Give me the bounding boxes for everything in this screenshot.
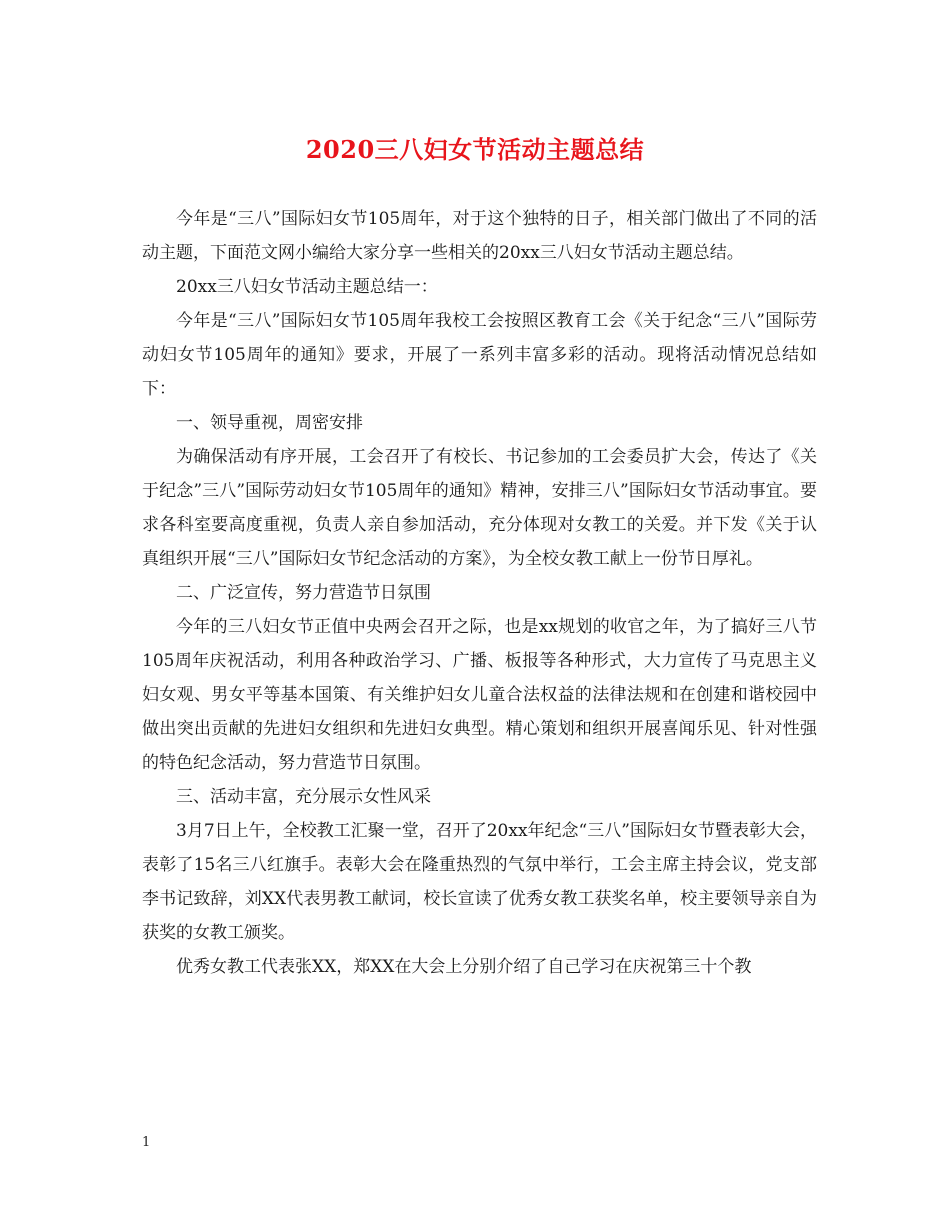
body-paragraph: 3月7日上午，全校教工汇聚一堂，召开了20xx年纪念“三八”国际妇女节暨表彰大会，表彰了15名三八红旗手。表彰大会在隆重热烈的气氛中举行，工会主席主持会议，党支部李书记致辞，刘XX代表男教工献词，校长宣读了优秀女教工获奖名单，校主要领导亲自为获奖的女教工颁奖。	[142, 821, 817, 943]
page-number: 1	[142, 1135, 151, 1150]
document-title: 2020三八妇女节活动主题总结	[305, 135, 645, 164]
section-heading: 三、活动丰富，充分展示女性风采	[176, 787, 431, 807]
body-paragraph: 优秀女教工代表张XX，郑XX在大会上分别介绍了自己学习在庆祝第三十个教	[176, 957, 752, 977]
body-paragraph: 为确保活动有序开展，工会召开了有校长、书记参加的工会委员扩大会，传达了《关于纪念”三八”国际劳动妇女节105周年的通知》精神，安排三八”国际妇女节活动事宜。要求各科室要高度重视，负责人亲自参加活动，充分体现对女教工的关爱。并下发《关于认真组织开展“三八”国际妇女节纪念活动的方案》，为全校女教工献上一份节日厚礼。	[142, 447, 817, 569]
section-heading: 二、广泛宣传，努力营造节日氛围	[176, 583, 431, 603]
intro-paragraph: 今年是“三八”国际妇女节105周年，对于这个独特的日子，相关部门做出了不同的活动主题，下面范文网小编给大家分享一些相关的20xx三八妇女节活动主题总结。	[142, 209, 817, 263]
body-paragraph: 今年是“三八”国际妇女节105周年我校工会按照区教育工会《关于纪念“三八”国际劳动妇女节105周年的通知》要求，开展了一系列丰富多彩的活动。现将活动情况总结如下：	[142, 311, 817, 399]
body-paragraph: 今年的三八妇女节正值中央两会召开之际，也是xx规划的收官之年，为了搞好三八节105周年庆祝活动，利用各种政治学习、广播、板报等各种形式，大力宣传了马克思主义妇女观、男女平等基本国策、有关维护妇女儿童合法权益的法律法规和在创建和谐校园中做出突出贡献的先进妇女组织和先进妇女典型。精心策划和组织开展喜闻乐见、针对性强的特色纪念活动，努力营造节日氛围。	[142, 617, 817, 773]
document-body	[142, 202, 817, 984]
section-heading: 一、领导重视，周密安排	[176, 413, 363, 433]
section-heading: 20xx三八妇女节活动主题总结一：	[176, 277, 438, 297]
